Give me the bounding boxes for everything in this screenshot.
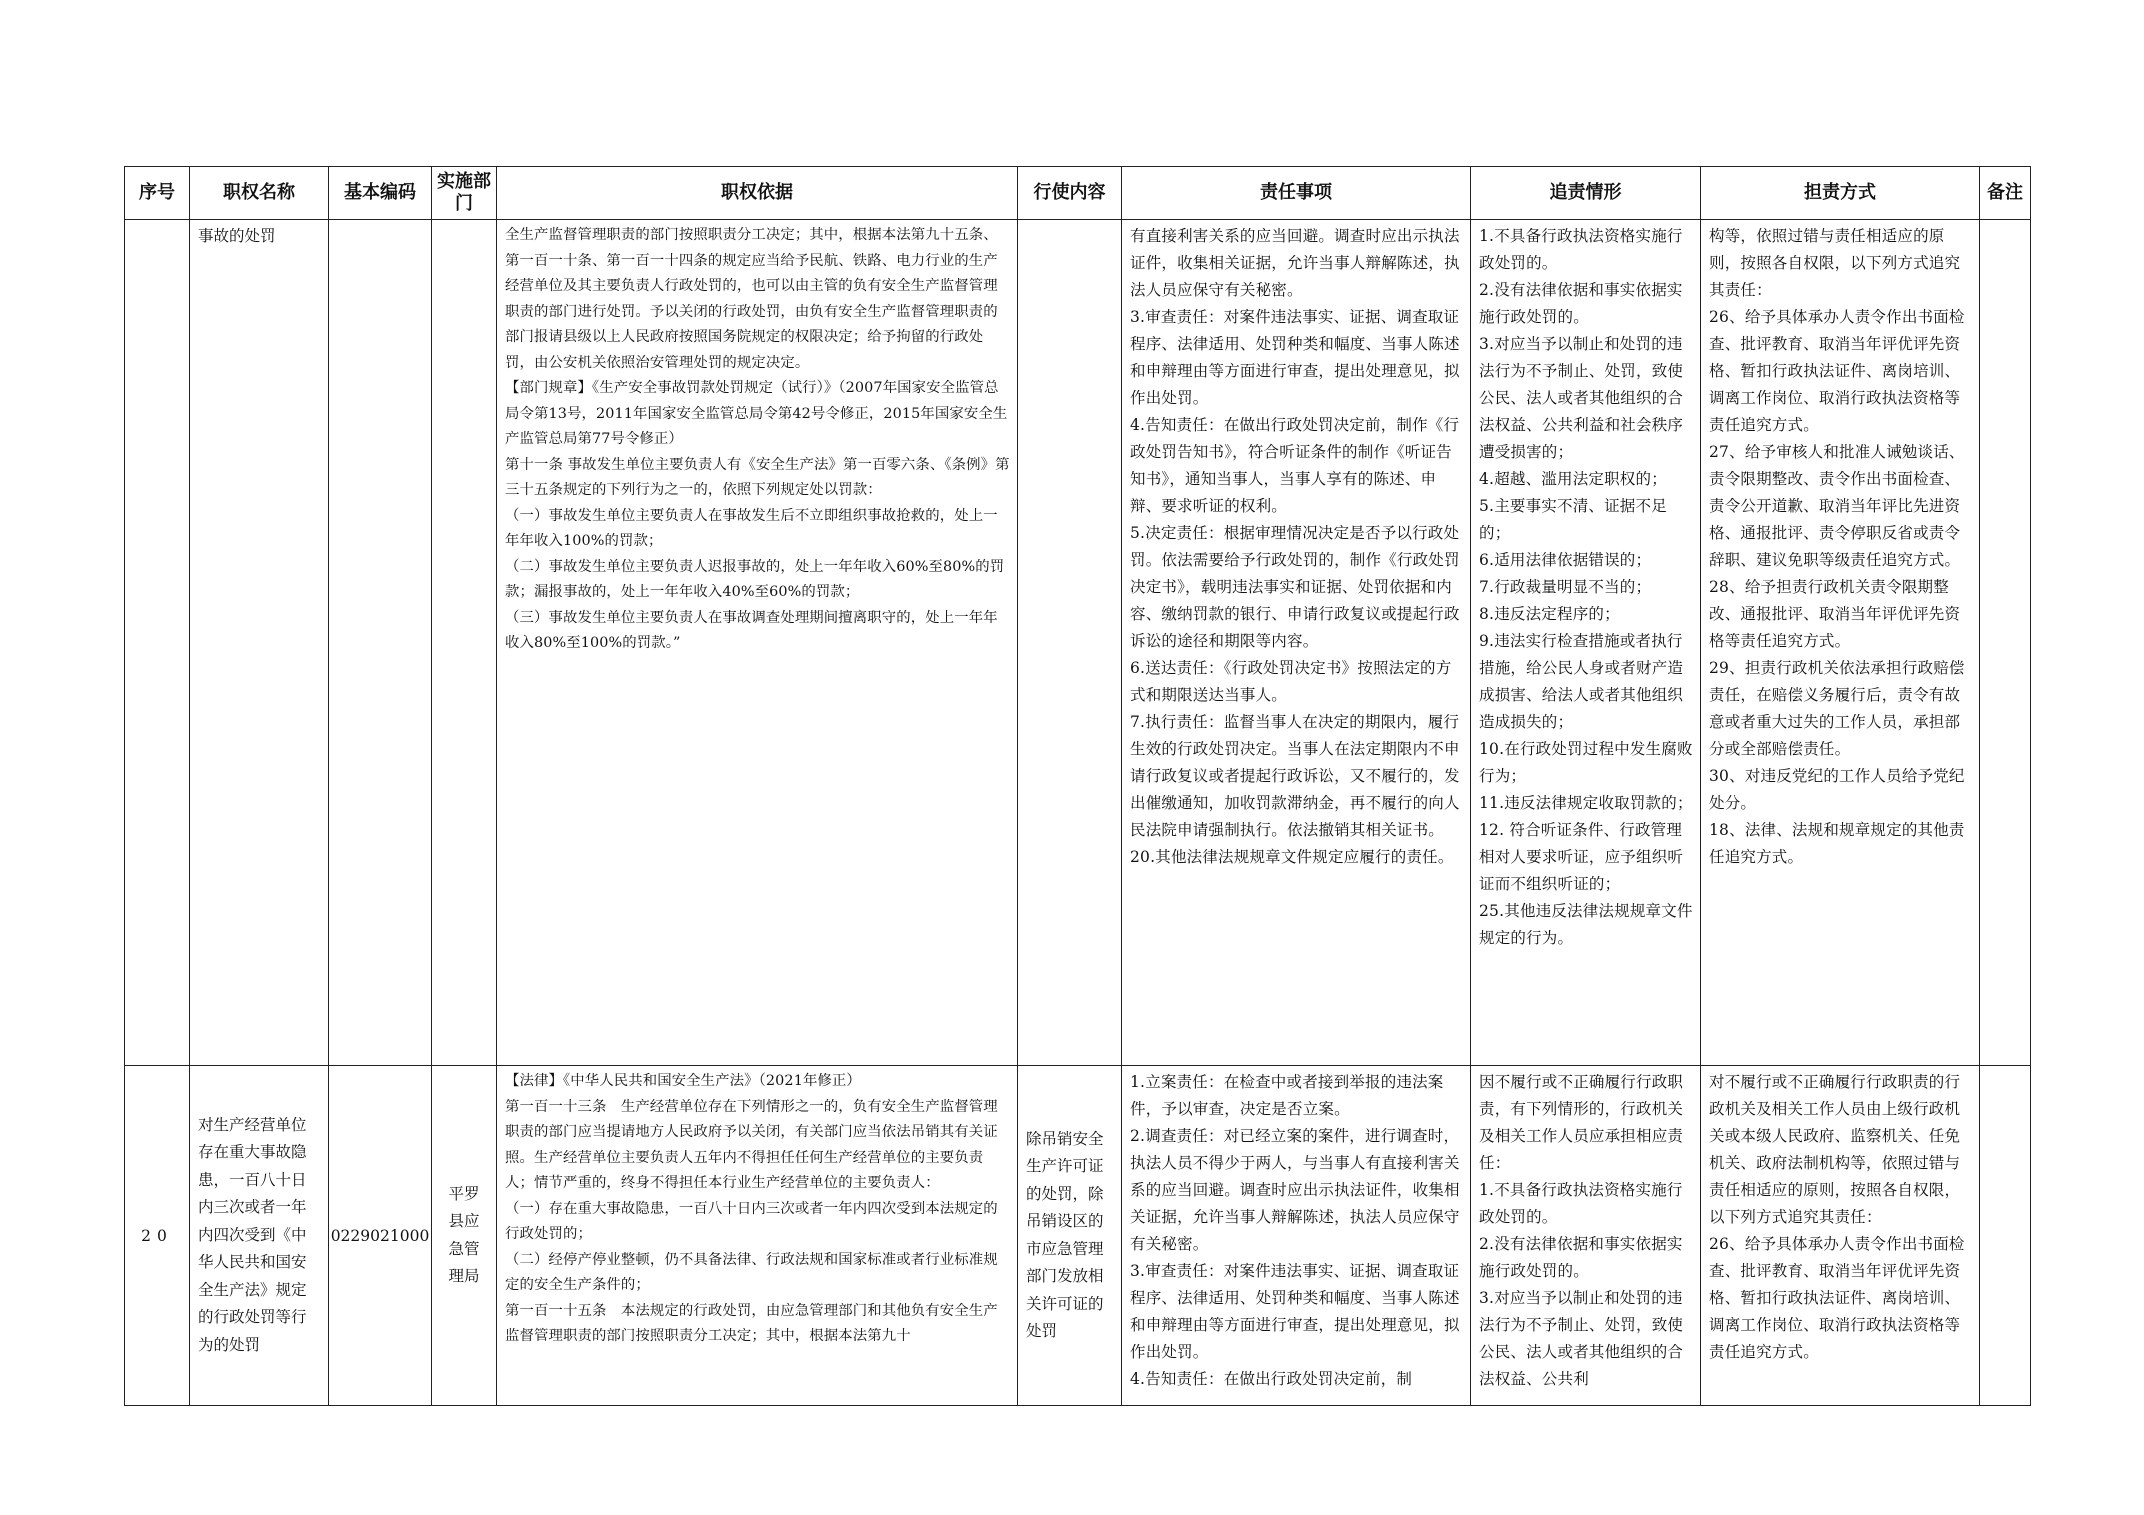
accountability-para: 2.没有法律依据和事实依据实施行政处罚的。	[1479, 1235, 1683, 1280]
cell-content	[1018, 220, 1122, 1066]
cell-basis	[497, 1066, 1018, 1406]
basis-para: （一）事故发生单位主要负责人在事故发生后不立即组织事故抢救的，处上一年年收入100%的罚款；	[505, 507, 998, 549]
header-dept: 实施部门	[432, 167, 497, 220]
method-para: 27、给予审核人和批准人诫勉谈话、责令限期整改、责令作出书面检查、责令公开道歉、取消当年评比先进资格、通报批评、责令停职反省或责令辞职、建议免职等级责任追究方式。	[1709, 443, 1965, 569]
header-basis: 职权依据	[497, 167, 1018, 220]
resp-para: 3.审查责任：对案件违法事实、证据、调查取证程序、法律适用、处罚种类和幅度、当事人陈述和申辩理由等方面进行审查，提出处理意见，拟作出处罚。	[1130, 308, 1460, 407]
row-name: 事故的处罚	[198, 227, 276, 245]
accountability-para: 11.违反法律规定收取罚款的；	[1479, 794, 1693, 812]
table-row	[125, 220, 2031, 1066]
accountability-para: 5.主要事实不清、证据不足的；	[1479, 497, 1667, 542]
resp-para: 20.其他法律法规规章文件规定应履行的责任。	[1130, 848, 1454, 866]
basis-para: 第一百一十三条 生产经营单位存在下列情形之一的，负有安全生产监督管理职责的部门应当提请地方人民政府予以关闭，有关部门应当依法吊销其有关证照。生产经营单位主要负责人五年内不得担任任何生产经营单位的主要负责人；情节严重的，终身不得担任本行业生产经营单位的主要负责人：	[505, 1098, 998, 1191]
accountability-para: 9.违法实行检查措施或者执行措施，给公民人身或者财产造成损害、给法人或者其他组织造成损失的；	[1479, 632, 1684, 731]
cell-content	[1018, 1066, 1122, 1406]
cell-seq	[125, 220, 190, 1066]
cell-accountability	[1471, 220, 1701, 1066]
method-text	[1701, 220, 1979, 871]
cell-code	[329, 220, 432, 1066]
resp-para: 6.送达责任：《行政处罚决定书》按照法定的方式和期限送达当事人。	[1130, 659, 1452, 704]
row-seq: 20	[141, 1227, 173, 1245]
accountability-para: 12. 符合听证条件、行政管理相对人要求听证，应予组织听证而不组织听证的；	[1479, 821, 1684, 893]
basis-para: 全生产监督管理职责的部门按照职责分工决定；其中，根据本法第九十五条、第一百一十条、第一百一十四条的规定应当给予民航、铁路、电力行业的生产经营单位及其主要负责人行政处罚的，也可以由主管的负有安全生产监督管理职责的部门进行处罚。予以关闭的行政处罚，由负有安全生产监督管理职责的部门报请县级以上人民政府按照国务院规定的权限决定；给予拘留的行政处罚，由公安机关依照治安管理处罚的规定决定。	[505, 227, 998, 371]
resp-para: 7.执行责任：监督当事人在决定的期限内，履行生效的行政处罚决定。当事人在法定期限内不申请行政复议或者提起行政诉讼，又不履行的，发出催缴通知，加收罚款滞纳金，再不履行的向人民法院申请强制执行。依法撤销其相关证书。	[1130, 713, 1460, 839]
row-code: 0229021000	[330, 1227, 430, 1245]
basis-para: 【法律】《中华人民共和国安全生产法》（2021年修正）	[505, 1073, 861, 1089]
cell-code	[329, 1066, 432, 1406]
resp-para: 有直接利害关系的应当回避。调查时应出示执法证件，收集相关证据，允许当事人辩解陈述，执法人员应保守有关秘密。	[1130, 227, 1460, 299]
header-method: 担责方式	[1701, 167, 1980, 220]
accountability-para: 3.对应当予以制止和处罚的违法行为不予制止、处罚，致使公民、法人或者其他组织的合法权益、公共利	[1479, 1289, 1684, 1388]
method-para: 18、法律、法规和规章规定的其他责任追究方式。	[1709, 821, 1965, 866]
cell-accountability	[1471, 1066, 1701, 1406]
method-para: 26、给予具体承办人责令作出书面检查、批评教育、取消当年评优评先资格、暂扣行政执法证件、离岗培训、调离工作岗位、取消行政执法资格等责任追究方式。	[1709, 308, 1965, 434]
accountability-para: 1.不具备行政执法资格实施行政处罚的。	[1479, 1181, 1683, 1226]
header-name: 职权名称	[190, 167, 329, 220]
header-code: 基本编码	[329, 167, 432, 220]
header-accountability: 追责情形	[1471, 167, 1701, 220]
resp-text	[1122, 220, 1470, 871]
header-content: 行使内容	[1018, 167, 1122, 220]
authority-table	[124, 166, 2031, 1406]
basis-para: （二）经停产停业整顿，仍不具备法律、行政法规和国家标准或者行业标准规定的安全生产条件的；	[505, 1251, 998, 1293]
method-para: 28、给予担责行政机关责令限期整改、通报批评、取消当年评优评先资格等责任追究方式。	[1709, 578, 1961, 650]
accountability-para: 7.行政裁量明显不当的；	[1479, 578, 1652, 596]
accountability-para: 25.其他违反法律法规规章文件规定的行为。	[1479, 902, 1693, 947]
accountability-para: 3.对应当予以制止和处罚的违法行为不予制止、处罚，致使公民、法人或者其他组织的合法权益、公共利益和社会秩序遭受损害的；	[1479, 335, 1684, 461]
accountability-para: 8.违反法定程序的；	[1479, 605, 1620, 623]
basis-para: （一）存在重大事故隐患，一百八十日内三次或者一年内四次受到本法规定的行政处罚的；	[505, 1200, 998, 1242]
accountability-para: 2.没有法律依据和事实依据实施行政处罚的。	[1479, 281, 1683, 326]
table-header-row	[125, 167, 2031, 220]
accountability-para: 1.不具备行政执法资格实施行政处罚的。	[1479, 227, 1683, 272]
basis-para: （三）事故发生单位主要负责人在事故调查处理期间擅离职守的，处上一年年收入80%至100%的罚款。”	[505, 609, 998, 651]
resp-para: 1.立案责任：在检查中或者接到举报的违法案件，予以审查，决定是否立案。	[1130, 1073, 1444, 1118]
cell-dept	[432, 220, 497, 1066]
basis-text	[497, 1066, 1017, 1350]
method-text	[1701, 1066, 1979, 1366]
row-dept: 平罗县应急管理局	[448, 1184, 480, 1285]
cell-name	[190, 1066, 329, 1406]
row-name: 对生产经营单位存在重大事故隐患，一百八十日内三次或者一年内四次受到《中华人民共和国安全生产法》规定的行政处罚等行为的处罚	[198, 1115, 307, 1354]
table-row	[125, 1066, 2031, 1406]
method-para: 29、担责行政机关依法承担行政赔偿责任，在赔偿义务履行后，责令有故意或者重大过失的工作人员，承担部分或全部赔偿责任。	[1709, 659, 1965, 758]
method-para: 26、给予具体承办人责令作出书面检查、批评教育、取消当年评优评先资格、暂扣行政执法证件、离岗培训、调离工作岗位、取消行政执法资格等责任追究方式。	[1709, 1235, 1965, 1361]
header-remark: 备注	[1980, 167, 2031, 220]
accountability-text	[1471, 1066, 1700, 1393]
cell-basis	[497, 220, 1018, 1066]
cell-resp	[1122, 1066, 1471, 1406]
resp-para: 4.告知责任：在做出行政处罚决定前，制	[1130, 1370, 1413, 1388]
cell-remark	[1980, 1066, 2031, 1406]
basis-para: （二）事故发生单位主要负责人迟报事故的，处上一年年收入60%至80%的罚款；漏报事故的，处上一年年收入40%至60%的罚款；	[505, 558, 1005, 600]
resp-para: 5.决定责任：根据审理情况决定是否予以行政处罚。依法需要给予行政处罚的，制作《行政处罚决定书》，载明违法事实和证据、处罚依据和内容、缴纳罚款的银行、申请行政复议或提起行政诉讼的途径和期限等内容。	[1130, 524, 1460, 650]
accountability-para: 因不履行或不正确履行行政职责，有下列情形的，行政机关及相关工作人员应承担相应责任：	[1479, 1073, 1684, 1172]
resp-para: 4.告知责任：在做出行政处罚决定前，制作《行政处罚告知书》，符合听证条件的制作《听证告知书》，通知当事人，当事人享有的陈述、申辩、要求听证的权利。	[1130, 416, 1460, 515]
resp-para: 2.调查责任：对已经立案的案件，进行调查时，执法人员不得少于两人，与当事人有直接利害关系的应当回避。调查时应出示执法证件，收集相关证据，允许当事人辩解陈述，执法人员应保守有关秘密。	[1130, 1127, 1460, 1253]
header-seq: 序号	[125, 167, 190, 220]
header-resp: 责任事项	[1122, 167, 1471, 220]
method-para: 30、对违反党纪的工作人员给予党纪处分。	[1709, 767, 1965, 812]
cell-name	[190, 220, 329, 1066]
cell-resp	[1122, 220, 1471, 1066]
method-para: 对不履行或不正确履行行政职责的行政机关及相关工作人员由上级行政机关或本级人民政府、监察机关、任免机关、政府法制机构等，依照过错与责任相适应的原则，按照各自权限，以下列方式追究其责任：	[1709, 1073, 1961, 1226]
accountability-para: 10.在行政处罚过程中发生腐败行为；	[1479, 740, 1693, 785]
cell-method	[1701, 1066, 1980, 1406]
cell-dept	[432, 1066, 497, 1406]
row-content: 除吊销安全生产许可证的处罚，除吊销设区的市应急管理部门发放相关许可证的处罚	[1026, 1129, 1104, 1340]
cell-seq	[125, 1066, 190, 1406]
cell-method	[1701, 220, 1980, 1066]
basis-text	[497, 220, 1017, 657]
accountability-para: 6.适用法律依据错误的；	[1479, 551, 1652, 569]
basis-para: 【部门规章】《生产安全事故罚款处罚规定（试行）》（2007年国家安全监管总局令第13号，2011年国家安全监管总局令第42号令修正，2015年国家安全生产监管总局第77号令修正）	[505, 380, 1008, 447]
basis-para: 第一百一十五条 本法规定的行政处罚，由应急管理部门和其他负有安全生产监督管理职责的部门按照职责分工决定；其中，根据本法第九十	[505, 1302, 998, 1344]
method-para: 构等，依照过错与责任相适应的原则，按照各自权限，以下列方式追究其责任：	[1709, 227, 1961, 299]
resp-para: 3.审查责任：对案件违法事实、证据、调查取证程序、法律适用、处罚种类和幅度、当事人陈述和申辩理由等方面进行审查，提出处理意见，拟作出处罚。	[1130, 1262, 1460, 1361]
resp-text	[1122, 1066, 1470, 1393]
cell-remark	[1980, 220, 2031, 1066]
accountability-para: 4.超越、滥用法定职权的；	[1479, 470, 1667, 488]
basis-para: 第十一条 事故发生单位主要负责人有《安全生产法》第一百零六条、《条例》第三十五条规定的下列行为之一的，依照下列规定处以罚款：	[505, 456, 1010, 498]
accountability-text	[1471, 220, 1700, 952]
